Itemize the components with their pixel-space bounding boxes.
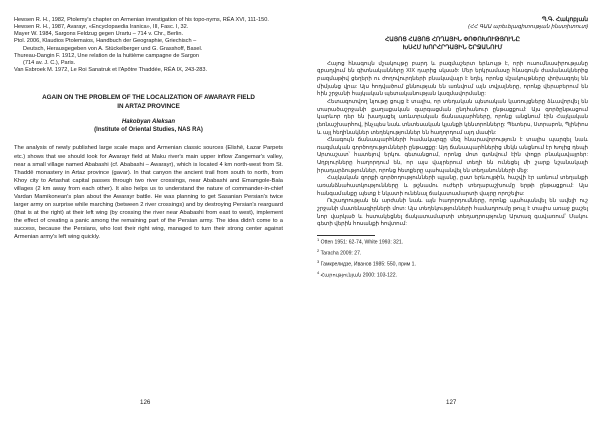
body-paragraph: Ուշադրության են արժանի նաև այն հաղորդումները, որոնք պահպանվել են ավելի ուշ շրջանի մատենագիրների մոտ: Այս տեղեկությունների համադրումը թույլ է տալիս առաջ քաշել նոր վարկած և հստակեցնել ճակատամարտի տեղադրությունը Արտազ գավառում՝ Մակու գետի վերին հոսանքի հովտում: [317, 198, 588, 228]
article-institution: (Institute of Oriental Studies, NAS RA) [94, 126, 203, 133]
article-title-line: ՀԱՅՈՑ ՀԱՅՈՑ ՀՈՂԱՅԻՆ ՓՈՓՈԽՈՒԹՅՈՒՆԸ [385, 37, 520, 44]
article-title [317, 37, 588, 52]
reference-item: Mayer W. 1984, Sargons Feldzug gegen Urartu – 714 v. Chr., Berlin. [14, 31, 184, 38]
footnote-number: 1 [317, 237, 320, 243]
footnote [317, 269, 588, 280]
article-title-line: AGAIN ON THE PROBLEM OF THE LOCALIZATION OF AWARAYR FIELD [42, 94, 255, 102]
reference-item: Hewsen R. H., 1982, Ptolemy's chapter on Armenian investigation of his topo-nyms, RÉA XVI, 111-150. [14, 17, 269, 23]
reference-item: (714 av. J. C.), Paris. [23, 59, 76, 66]
footnote [317, 236, 588, 247]
footnote [317, 258, 588, 269]
reference-item: Van Esbroek M. 1972, Le Roi Sanatruk et l'Apôtre Thaddée, RÉA IX, 243-283. [14, 67, 208, 74]
reference-item: Ptol. 2006, Klaudios Ptolemaios, Handbuch der Geographie, Griechisch – [14, 38, 197, 45]
page-number: 126 [140, 399, 151, 406]
article-author: Պ.Գ. Հակոբյան [541, 17, 588, 23]
article-title-line: ԽՍՀՄ ԽՈՐՀՐԴԱՅԻՆ ՇՐՋԱՆՈՒՄ [402, 45, 503, 51]
article-body [317, 61, 588, 229]
footnote-list [317, 236, 588, 280]
footnote-number: 2 [317, 248, 320, 254]
article-title-line: IN ARTAZ PROVINCE [117, 102, 180, 110]
reference-item: Hewsen R. H., 1987, Avarayr, «Encyclopaedia Iranica», III, Fasc. I, 32. [14, 24, 189, 31]
right-page [303, 0, 600, 425]
body-paragraph: Հայոց հնագույն մշակույթը բարդ և բազմաշերտ երևույթ է, որի ուսումնասիրությանը զբաղվում են գիտնականները XIX դարից սկսած: Մեր երկրամասը հնագույն ժամանակներից բազմաթիվ ցեղերի ու ժողովուրդների բնակավայր է եղել, որոնց մշակույթները փոխազդել են միմյանց վրա: Այս հոդվածում քննության են առնվում այն տվյալները, որոնք վերաբերում են հին շրջանի հայկական պետականության կազմավորմանը: [317, 60, 588, 98]
footnote-number: 4 [317, 269, 320, 275]
footnote-text: Հարությունյան 2000: 103-122. [320, 272, 398, 279]
reference-list [14, 17, 283, 74]
footnote-text: Taracha 2009: 27. [320, 250, 362, 257]
footnote [317, 247, 588, 258]
article-institution: (ՀՀ ԳԱԱ արեւելագիտության ինստիտուտ) [468, 24, 588, 31]
body-paragraph: Հայկական զորքի գործողությունների պլանը, ըստ երևույթին, հաշվի էր առնում տեղանքի առանձնահատկությունները և թշնամու ուժերի տեղաբաշխումը երթի ընթացքում: Այս հանգամանքը պետք է նկատի ունենալ ճակատամարտի վայրը որոշելիս: [317, 175, 588, 197]
left-page [0, 0, 297, 425]
body-paragraph: Հետազոտվող նյութը ցույց է տալիս, որ տեղական պետական կառույցները ձևավորվել են տարածաշրջանի քաղաքական զարգացման ընդհանուր ընթացքում: Այս գործընթացում կարևոր դեր են խաղացել առևտրական ճանապարհները, որոնք անցնում էին Հայկական լեռնաշխարհով, ինչպես նաև տնտեսական կյանքի կենտրոնները: Պետերս, Ստրաբոն, Պլինիոս և այլ հեղինակներ տեղեկություններ են հաղորդում այդ մասին: [317, 98, 588, 136]
reference-item: Thureau-Dangin F. 1912, Une relation de la huitième campagne de Sargon [14, 52, 200, 59]
article-title [14, 94, 283, 111]
article-author: Hakobyan Aleksan [121, 119, 176, 126]
footnote-text: Otten 1951: 62-74, White 1993: 321. [320, 239, 404, 246]
body-paragraph: Հնագույն ճանապարհների համակարգը մեզ հնարավորություն է տալիս պարզել նաև ռազմական գործողությունների ընթացքը: Այդ ճանապարհներից մեկն անցնում էր Խոյից դեպի Արտաշատ՝ հատելով երկու գետանցում, որոնց մոտ գտնվում էին փոքր բնակավայրեր: Աղբյուրները հաղորդում են, որ այս վայրերում տեղի են ունեցել մի շարք նշանակալի իրադարձություններ, որոնց հետքերը պահպանվել են տեղանունների մեջ: [317, 137, 588, 174]
article-abstract: The analysis of newly published large scale maps and Armenian classic sources (Elishē, Łazar Parpets etc.) shows that we should look for Awarayr field at Maku river's main upper inflow Zangemar's valley, near a small village named Ababashi (cf. Ababashi – Awarayr), which is located 4 km north-west from St. Thaddē monastery in Artaz province (gavar). In that canyon the ancient trail from south to north, from Khoy city to Artashat capital passes through two river crossings, near Ababashi and Emamgole-Bala villages (2 km away from each other). It also helps us to understand the nature of commander-in-chief Vardan Mamikonean's plan about the Awarayr battle. He was planning to get Sasanian Persian's twice larger army on surprise while marching (between 2 river crossings) and by destroying Persian's rearguard (that is at the right) at their left wing (by crossing the river near Ababashi from east to west), implement the effect of creating a panic among the remaining part of the Persian army. The idea didn't come to a success, because the Persians, who lost their right wing, managed to turn their strong center against Armenian army's left wing quickly. [14, 145, 283, 241]
page-number: 127 [446, 399, 457, 406]
footnote-text: Гамкрелидзе, Иванов 1985: 550, прим 1. [320, 261, 416, 268]
footnote-number: 3 [317, 259, 320, 264]
reference-item: Deutsch, Herausgegeben von A. Stückelberger und G. Grasshoff, Basel. [23, 45, 203, 52]
